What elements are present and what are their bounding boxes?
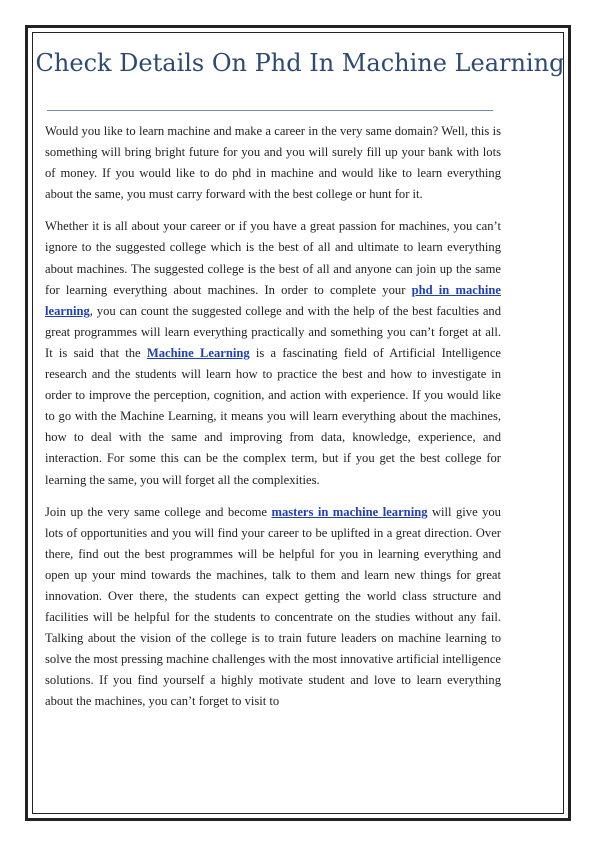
paragraph-masters-text-a: Join up the very same college and become xyxy=(45,504,272,519)
paragraph-career-text-b: , you can count the suggested college and with the help of the best faculties and great programmes will learn everything practically and something you can’t forget at all. It is said that the xyxy=(45,303,501,360)
paragraph-masters xyxy=(45,502,501,713)
page-title: Check Details On Phd In Machine Learning xyxy=(35,49,565,77)
document-body xyxy=(45,121,501,724)
phd-in-machine-learning-link[interactable]: phd in machine learning xyxy=(45,282,501,318)
masters-in-machine-learning-link[interactable]: masters in machine learning xyxy=(271,504,428,519)
paragraph-career xyxy=(45,216,501,490)
paragraph-masters-text-b: will give you lots of opportunities and you will find your career to be uplifted in a great direction. Over there, find out the best programmes will be helpful for you in learning everything and open up your mind towards the machines, talk to them and learn new things for great innovation. Over there, the students can expect getting the world class structure and facilities will be helpful for the students to concentrate on the studies without any fail. Talking about the vision of the college is to train future leaders on machine learning to solve the most pressing machine challenges with the most innovative artificial intelligence solutions. If you find yourself a highly motivate student and love to learn everything about the machines, you can’t forget to visit to xyxy=(45,504,501,709)
paragraph-intro xyxy=(45,121,501,205)
paragraph-career-text-c: is a fascinating field of Artificial Intelligence research and the students will learn how to practice the best and how to investigate in order to improve the perception, cognition, and action with experience. If you would like to go with the Machine Learning, it means you will learn everything about the machines, how to deal with the same and improving from data, knowledge, experience, and interaction. For some this can be the complex term, but if you get the best college for learning the same, you will forget all the complexities. xyxy=(45,345,502,487)
machine-learning-link[interactable]: Machine Learning xyxy=(146,345,250,360)
paragraph-career-text-a: Whether it is all about your career or if you have a great passion for machines, you can’t ignore to the suggested college which is the best of all and ultimate to learn everything about machines. The suggested college is the best of all and anyone can join up the same for learning everything about machines. In order to complete your xyxy=(45,219,501,297)
title-divider xyxy=(47,110,493,111)
paragraph-intro-text: Would you like to learn machine and make a career in the very same domain? Well, this is something will bring bright future for you and you will surely fill up your bank with lots of money. If you would like to do phd in machine and would like to learn everything about the same, you must carry forward with the best college or hunt for it. xyxy=(45,124,501,202)
